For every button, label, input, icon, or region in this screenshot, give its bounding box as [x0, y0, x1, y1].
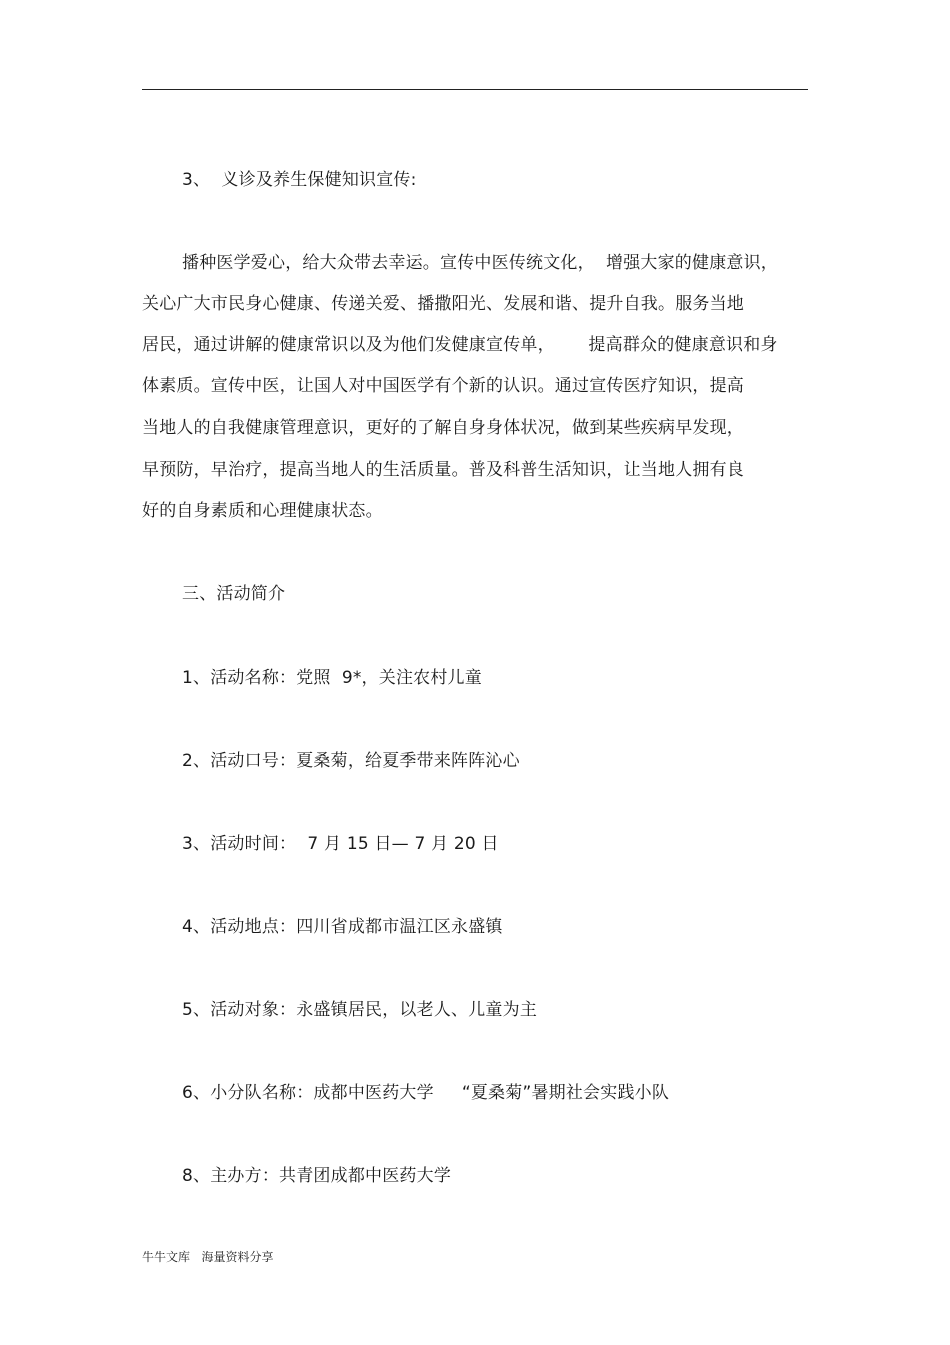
list-item-location: 4、活动地点：四川省成都市温江区永盛镇: [182, 917, 503, 937]
list-item-slogan: 2、活动口号：夏桑菊，给夏季带来阵阵沁心: [182, 751, 520, 771]
list-item-team: 6、小分队名称：成都中医药大学 “夏桑菊”暑期社会实践小队: [182, 1083, 670, 1103]
list-item-audience: 5、活动对象：永盛镇居民，以老人、儿童为主: [182, 1000, 538, 1020]
paragraph-line-7: 好的自身素质和心理健康状态。: [142, 501, 383, 521]
paragraph-line-3: 居民，通过讲解的健康常识以及为他们发健康宣传单， 提高群众的健康意识和身: [142, 335, 778, 355]
paragraph-line-5: 当地人的自我健康管理意识，更好的了解自身身体状况，做到某些疾病早发现，: [142, 418, 744, 438]
paragraph-line-1: 播种医学爱心，给大众带去幸运。宣传中医传统文化， 增强大家的健康意识，: [182, 253, 779, 273]
list-item-organizer: 8、主办方：共青团成都中医药大学: [182, 1166, 452, 1186]
paragraph-line-6: 早预防，早治疗，提高当地人的生活质量。普及科普生活知识，让当地人拥有良: [142, 460, 744, 480]
list-item-time: 3、活动时间： 7 月 15 日— 7 月 20 日: [182, 834, 499, 854]
list-item-name: 1、活动名称：党照 9*，关注农村儿童: [182, 668, 482, 688]
footer-text: 牛牛文库 海量资料分享: [142, 1250, 274, 1264]
paragraph-line-2: 关心广大市民身心健康、传递关爱、播撒阳光、发展和谐、提升自我。服务当地: [142, 294, 744, 314]
paragraph-line-4: 体素质。宣传中医，让国人对中国医学有个新的认识。通过宣传医疗知识，提高: [142, 376, 744, 396]
part3-heading: 三、活动简介: [182, 584, 286, 604]
section3-heading: 3、 义诊及养生保健知识宣传:: [182, 170, 417, 190]
header-rule: [142, 89, 808, 90]
